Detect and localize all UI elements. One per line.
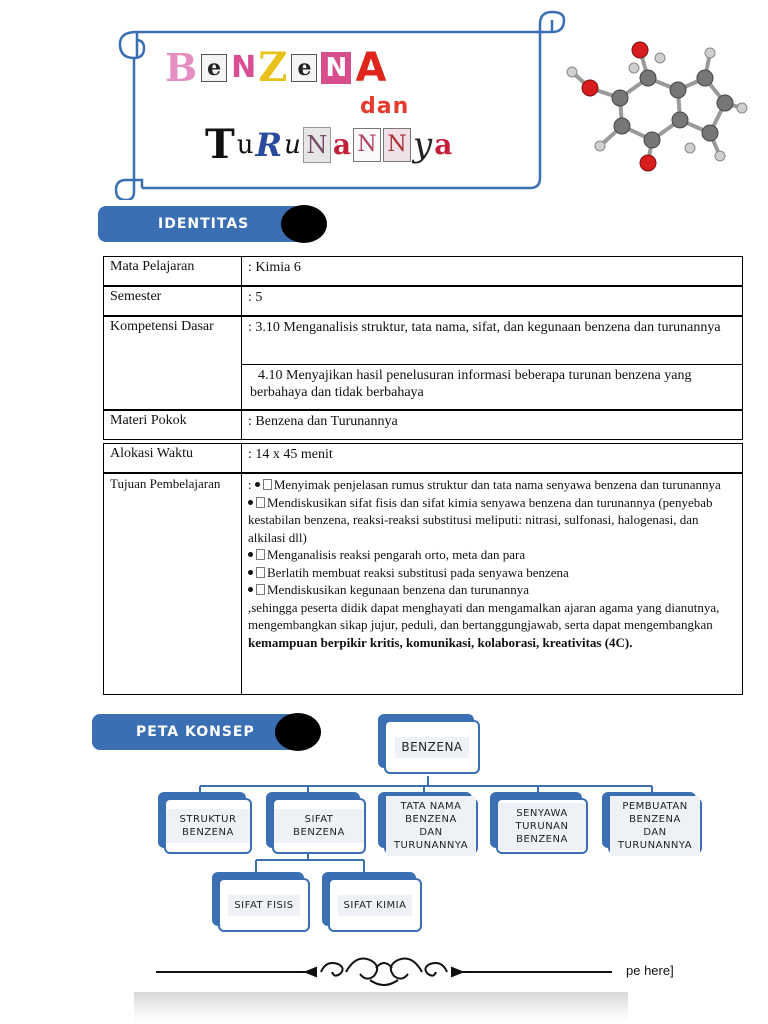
title-letter: B [165, 45, 198, 90]
node-label: SIFAT FISIS [228, 895, 299, 916]
title-letter: u [236, 130, 254, 160]
node-label: PEMBUATAN BENZENA DAN TURUNANNYA [610, 796, 700, 856]
concept-node [164, 798, 252, 854]
title-letter: N [321, 52, 351, 84]
objective-text: Mendiskusikan kegunaan benzena dan turunannya [267, 582, 530, 597]
title-letter: u [284, 130, 301, 160]
row-value: : 5 [248, 290, 263, 305]
title-letter: y [413, 125, 433, 165]
concept-node [218, 878, 310, 932]
concept-node [384, 798, 478, 854]
title-dan: dan [360, 94, 410, 119]
node-label: SENYAWA TURUNAN BENZENA [498, 803, 586, 850]
footer-text: pe here] [626, 963, 674, 978]
title-letter: e [291, 54, 317, 82]
title-letter: N [303, 127, 331, 163]
title-letter: T [205, 121, 235, 168]
node-label: BENZENA [395, 737, 468, 758]
row-value-text: 4.10 Menyajikan hasil penelusuran informasi beberapa turunan benzena yang berbahaya dan tidak berbahaya [250, 368, 692, 400]
row-label: Alokasi Waktu [104, 444, 242, 472]
title-letter: A [355, 45, 387, 91]
concept-node [272, 798, 366, 854]
row-label: Mata Pelajaran [104, 257, 242, 285]
ornament-divider [156, 950, 612, 994]
row-label: Materi Pokok [104, 411, 242, 439]
objective-item: : Menyimak penjelasan rumus struktur dan tata nama senyawa benzena dan turunannya [248, 477, 721, 492]
section-title: IDENTITAS [158, 216, 250, 232]
concept-node [496, 798, 588, 854]
concept-node [328, 878, 422, 932]
title-letter: Z [258, 44, 288, 91]
objective-text: Berlatih membuat reaksi substitusi pada senyawa benzena [267, 564, 569, 580]
node-label: STRUKTUR BENZENA [166, 809, 250, 843]
node-label: TATA NAMA BENZENA DAN TURUNANNYA [386, 796, 476, 856]
title-letter: N [383, 128, 411, 162]
row-value: : 3.10 Menganalisis struktur, tata nama, sifat, dan kegunaan benzena dan turunannya [242, 317, 742, 365]
node-label: SIFAT BENZENA [274, 809, 364, 843]
title-letter: a [332, 128, 352, 161]
row-label: Kompetensi Dasar [104, 317, 242, 409]
closing-bold-text: kemampuan berpikir kritis, komunikasi, kolaborasi, kreativitas (4C). [248, 634, 633, 650]
row-label: Tujuan Pembelajaran [104, 474, 242, 694]
title-letter: N [231, 50, 255, 85]
node-label: SIFAT KIMIA [338, 895, 413, 916]
objective-text: Menganalisis reaksi pengarah orto, meta dan para [267, 547, 526, 562]
closing-text: ,sehingga peserta didik dapat menghayati dan mengamalkan ajaran agama yang dianutnya, mengembangkan sikap jujur, peduli, dan bertanggungjawab, serta dapat mengembangkan [248, 599, 720, 632]
title-letter: a [434, 128, 453, 161]
concept-node [608, 798, 702, 854]
page-fade [134, 992, 628, 1024]
objective-text: Mendiskusikan sifat fisis dan sifat kimia senyawa benzena dan turunannya (penyebab kestabilan benzena, reaksi-reaksi substitusi meliputi: nitrasi, sulfonasi, halogenasi, dan alkilasi dll) [248, 494, 713, 545]
title-letter: N [353, 128, 381, 162]
row-label: Semester [104, 287, 242, 315]
row-value: : Kimia 6 [248, 260, 301, 275]
section-title: PETA KONSEP [136, 724, 255, 740]
title-letter: e [201, 54, 227, 82]
objective-text: Menyimak penjelasan rumus struktur dan tata nama senyawa benzena dan turunannya [273, 477, 721, 492]
title-letter: R [255, 126, 283, 164]
row-value: : 14 x 45 menit [248, 447, 333, 462]
concept-node-root [384, 720, 480, 774]
row-value: : Benzena dan Turunannya [248, 414, 398, 429]
